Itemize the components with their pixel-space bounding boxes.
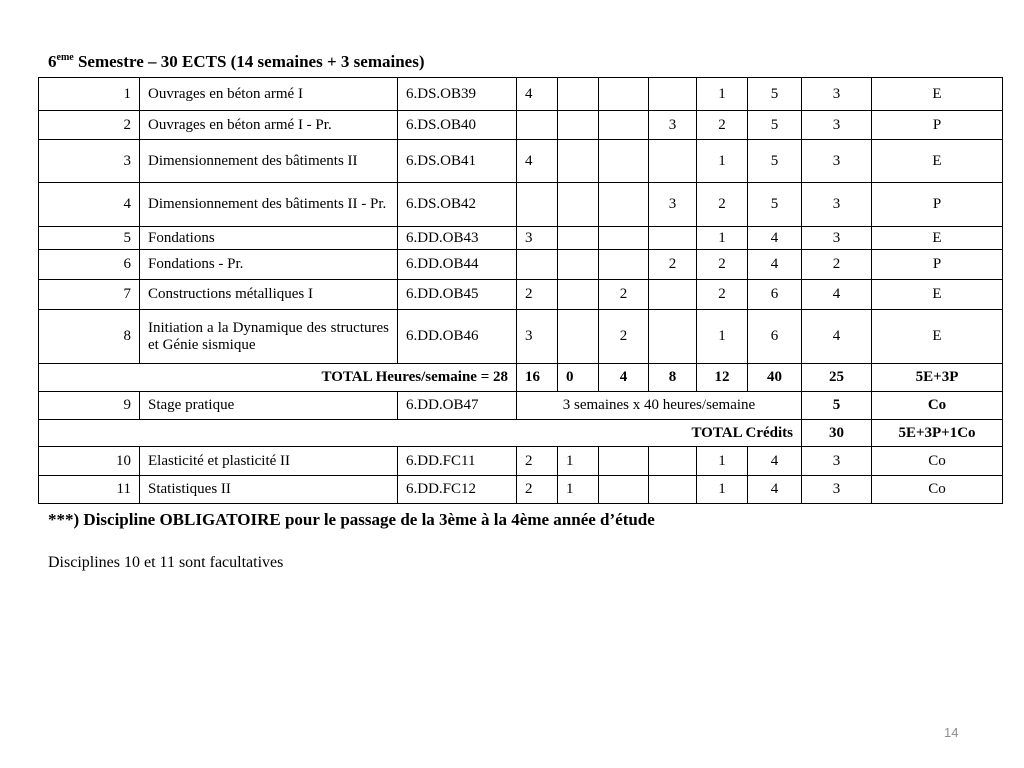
total-hours-value: 16: [517, 364, 558, 392]
row-number: 1: [39, 78, 140, 111]
evaluation-cell: E: [872, 227, 1003, 250]
hours-cell: 6: [748, 310, 802, 364]
course-name: Statistiques II: [140, 476, 398, 504]
evaluation-cell: Co: [872, 392, 1003, 420]
hours-cell: [649, 140, 697, 183]
hours-cell: 1: [697, 447, 748, 476]
hours-cell: 5: [748, 78, 802, 111]
hours-cell: 5: [748, 111, 802, 140]
course-name: Fondations - Pr.: [140, 250, 398, 280]
hours-cell: [599, 227, 649, 250]
hours-cell: [649, 227, 697, 250]
hours-cell: [599, 140, 649, 183]
stage-description: 3 semaines x 40 heures/semaine: [517, 392, 802, 420]
course-code: 6.DD.FC11: [398, 447, 517, 476]
semester-title: [48, 52, 424, 72]
row-number: 6: [39, 250, 140, 280]
evaluation-cell: E: [872, 310, 1003, 364]
ects-cell: 4: [802, 310, 872, 364]
hours-cell: [558, 78, 599, 111]
course-name: Stage pratique: [140, 392, 398, 420]
course-name: Constructions métalliques I: [140, 280, 398, 310]
hours-cell: [558, 140, 599, 183]
hours-cell: 1: [697, 78, 748, 111]
hours-cell: 4: [748, 476, 802, 504]
table-row: [39, 140, 1003, 183]
hours-cell: 2: [517, 476, 558, 504]
course-code: 6.DD.OB47: [398, 392, 517, 420]
hours-cell: 2: [697, 280, 748, 310]
hours-cell: 4: [517, 140, 558, 183]
hours-cell: 3: [517, 310, 558, 364]
total-hours-value: 0: [558, 364, 599, 392]
course-code: 6.DS.OB42: [398, 183, 517, 227]
row-number: 3: [39, 140, 140, 183]
row-number: 9: [39, 392, 140, 420]
hours-cell: 3: [517, 227, 558, 250]
course-name: Initiation a la Dynamique des structures et Génie sismique: [140, 310, 398, 364]
course-code: 6.DD.OB45: [398, 280, 517, 310]
total-hours-value: 8: [649, 364, 697, 392]
total-credits-row: [39, 420, 1003, 447]
stage-row: [39, 392, 1003, 420]
evaluation-cell: P: [872, 111, 1003, 140]
evaluation-cell: E: [872, 78, 1003, 111]
row-number: 5: [39, 227, 140, 250]
ects-cell: 2: [802, 250, 872, 280]
hours-cell: [517, 111, 558, 140]
total-credits-evaluation: 5E+3P+1Co: [872, 420, 1003, 447]
evaluation-cell: E: [872, 140, 1003, 183]
hours-cell: 2: [649, 250, 697, 280]
evaluation-cell: P: [872, 183, 1003, 227]
hours-cell: [649, 310, 697, 364]
hours-cell: 1: [697, 476, 748, 504]
hours-cell: 3: [649, 111, 697, 140]
hours-cell: 2: [697, 250, 748, 280]
hours-cell: 1: [558, 476, 599, 504]
total-credits-label: TOTAL Crédits: [39, 420, 802, 447]
course-code: 6.DS.OB40: [398, 111, 517, 140]
hours-cell: 5: [748, 183, 802, 227]
hours-cell: [517, 250, 558, 280]
row-number: 11: [39, 476, 140, 504]
course-table: [38, 77, 1003, 504]
hours-cell: 6: [748, 280, 802, 310]
optional-note: Disciplines 10 et 11 sont facultatives: [48, 554, 284, 571]
total-evaluation-value: 5E+3P: [872, 364, 1003, 392]
hours-cell: 4: [517, 78, 558, 111]
ects-cell: 3: [802, 140, 872, 183]
hours-cell: [649, 280, 697, 310]
page-number: 14: [944, 725, 959, 740]
hours-cell: [558, 310, 599, 364]
evaluation-cell: E: [872, 280, 1003, 310]
hours-cell: 1: [697, 227, 748, 250]
table-row: [39, 280, 1003, 310]
course-name: Dimensionnement des bâtiments II - Pr.: [140, 183, 398, 227]
hours-cell: [599, 78, 649, 111]
row-number: 8: [39, 310, 140, 364]
hours-cell: 4: [748, 250, 802, 280]
course-code: 6.DD.OB43: [398, 227, 517, 250]
table-row: [39, 476, 1003, 504]
hours-cell: [599, 111, 649, 140]
hours-cell: [517, 183, 558, 227]
table-row: [39, 227, 1003, 250]
table-row: [39, 183, 1003, 227]
table-row: [39, 250, 1003, 280]
evaluation-cell: P: [872, 250, 1003, 280]
ects-cell: 3: [802, 111, 872, 140]
hours-cell: [558, 111, 599, 140]
semester-superscript: eme: [56, 52, 74, 63]
evaluation-cell: Co: [872, 447, 1003, 476]
hours-cell: 1: [697, 310, 748, 364]
row-number: 10: [39, 447, 140, 476]
course-name: Dimensionnement des bâtiments II: [140, 140, 398, 183]
ects-cell: 3: [802, 476, 872, 504]
ects-cell: 3: [802, 447, 872, 476]
hours-cell: [649, 78, 697, 111]
total-ects-value: 25: [802, 364, 872, 392]
mandatory-note: ***) Discipline OBLIGATOIRE pour le passage de la 3ème à la 4ème année d’étude: [48, 510, 655, 529]
ects-cell: 3: [802, 227, 872, 250]
hours-cell: 3: [649, 183, 697, 227]
hours-cell: 2: [599, 310, 649, 364]
ects-cell: 3: [802, 78, 872, 111]
course-code: 6.DD.FC12: [398, 476, 517, 504]
hours-cell: [649, 476, 697, 504]
course-code: 6.DS.OB39: [398, 78, 517, 111]
hours-cell: 1: [558, 447, 599, 476]
course-name: Ouvrages en béton armé I - Pr.: [140, 111, 398, 140]
ects-cell: 5: [802, 392, 872, 420]
table-row: [39, 111, 1003, 140]
hours-cell: [599, 183, 649, 227]
hours-cell: [558, 280, 599, 310]
hours-cell: 4: [748, 227, 802, 250]
course-name: Fondations: [140, 227, 398, 250]
hours-cell: [558, 183, 599, 227]
total-hours-value: 12: [697, 364, 748, 392]
hours-cell: [599, 250, 649, 280]
table-row: [39, 78, 1003, 111]
ects-cell: 4: [802, 280, 872, 310]
total-hours-value: 4: [599, 364, 649, 392]
row-number: 2: [39, 111, 140, 140]
hours-cell: 2: [599, 280, 649, 310]
total-credits-value: 30: [802, 420, 872, 447]
table-row: [39, 447, 1003, 476]
course-name: Ouvrages en béton armé I: [140, 78, 398, 111]
hours-cell: 2: [517, 280, 558, 310]
ects-cell: 3: [802, 183, 872, 227]
hours-cell: 5: [748, 140, 802, 183]
hours-cell: 2: [517, 447, 558, 476]
evaluation-cell: Co: [872, 476, 1003, 504]
total-hours-row: [39, 364, 1003, 392]
total-hours-label: TOTAL Heures/semaine = 28: [39, 364, 517, 392]
hours-cell: 2: [697, 111, 748, 140]
course-code: 6.DD.OB44: [398, 250, 517, 280]
hours-cell: [599, 447, 649, 476]
semester-description: Semestre – 30 ECTS (14 semaines + 3 semaines): [73, 52, 425, 71]
table-row: [39, 310, 1003, 364]
hours-cell: 4: [748, 447, 802, 476]
hours-cell: 2: [697, 183, 748, 227]
semester-number: 6: [48, 52, 57, 71]
total-hours-value: 40: [748, 364, 802, 392]
hours-cell: [558, 227, 599, 250]
row-number: 7: [39, 280, 140, 310]
row-number: 4: [39, 183, 140, 227]
hours-cell: [649, 447, 697, 476]
hours-cell: [558, 250, 599, 280]
course-code: 6.DS.OB41: [398, 140, 517, 183]
course-code: 6.DD.OB46: [398, 310, 517, 364]
course-name: Elasticité et plasticité II: [140, 447, 398, 476]
hours-cell: [599, 476, 649, 504]
hours-cell: 1: [697, 140, 748, 183]
